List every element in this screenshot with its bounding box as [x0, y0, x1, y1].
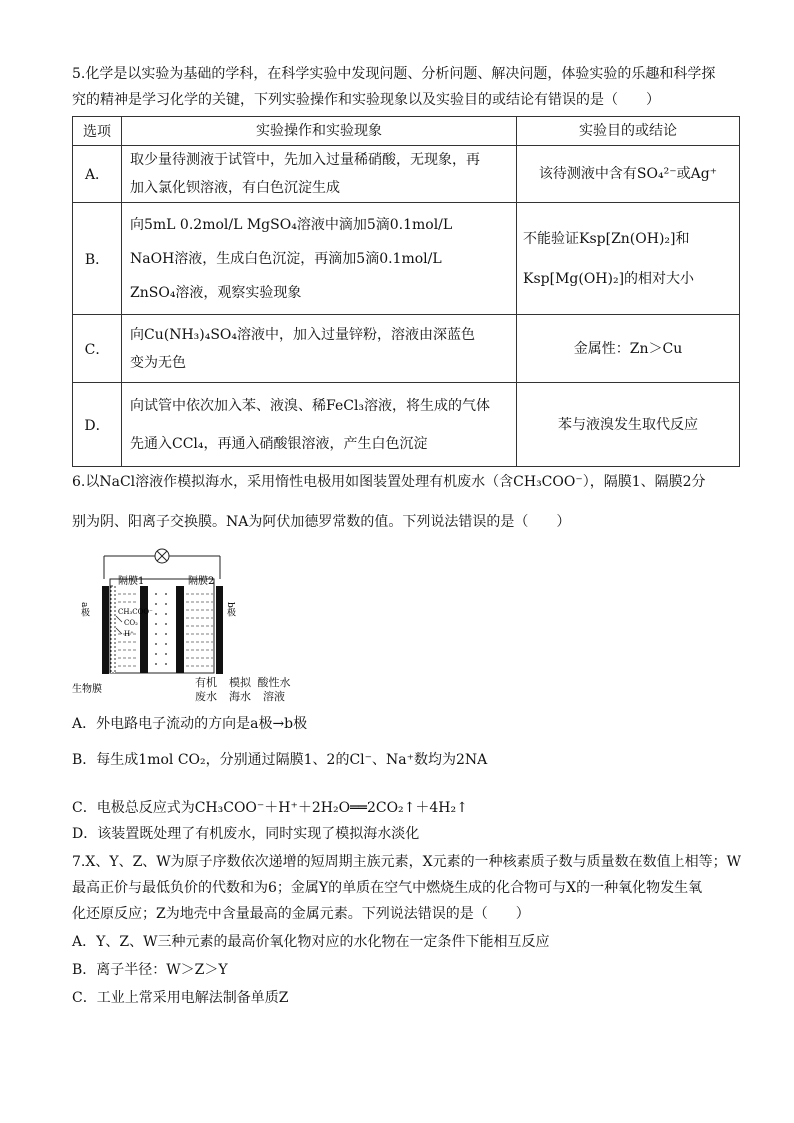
q5-stem-line1: 5.化学是以实验为基础的学科，在科学实验中发现问题、分析问题、解决问题，体验实验的乐趣和科学探 [72, 66, 716, 82]
zone3-text: 酸性水溶液 [257, 676, 291, 703]
op-line: ZnSO₄溶液，观察实验现象 [130, 284, 302, 301]
electrolysis-cell-figure [72, 546, 235, 696]
table-row [73, 146, 740, 203]
q7-stem-line2: 最高正价与最低负价的代数和为6；金属Y的单质在空气中燃烧生成的化合物可与X的一种氧化物发生氧 [72, 880, 703, 896]
op-line: 向Cu(NH₃)₄SO₄溶液中，加入过量锌粉，溶液由深蓝色 [130, 326, 476, 343]
header-operation: 实验操作和实验现象 [122, 117, 517, 146]
species-h: H⁺ [124, 630, 134, 638]
species-co2: CO₂ [124, 619, 138, 627]
q6-option-a: A．外电路电子流动的方向是a极→b极 [72, 716, 308, 732]
conclusion-line: Ksp[Mg(OH)₂]的相对大小 [523, 270, 695, 287]
table-row [73, 315, 740, 383]
q7-stem-line3: 化还原反应；Z为地壳中含量最高的金属元素。下列说法错误的是（ ） [72, 906, 530, 922]
row-option: D． [73, 383, 122, 467]
op-line: 加入氯化钡溶液，有白色沉淀生成 [130, 180, 340, 196]
row-option: B． [73, 203, 122, 315]
conclusion-line: 不能验证Ksp[Zn(OH)₂]和 [523, 230, 690, 247]
zone1-text: 有机废水 [195, 676, 217, 703]
species-acetate: CH₃COO⁻ [118, 608, 153, 616]
op-line: 向试管中依次加入苯、液溴、稀FeCl₃溶液，将生成的气体 [130, 397, 491, 414]
op-line: NaOH溶液，生成白色沉淀，再滴加5滴0.1mol/L [130, 250, 442, 267]
op-line: 先通入CCl₄，再通入硝酸银溶液，产生白色沉淀 [130, 435, 428, 452]
row-operation [122, 315, 517, 383]
membrane2-label: 隔膜2 [188, 576, 215, 587]
electrode-b [216, 586, 223, 674]
row-option: A． [73, 146, 122, 203]
q6-stem-line1: 6.以NaCl溶液作模拟海水，采用惰性电极用如图装置处理有机废水（含CH₃COO⁻），隔膜1、隔膜2分 [72, 474, 706, 490]
zone2-text: 模拟海水 [229, 676, 251, 703]
q6-stem-line2: 别为阴、阳离子交换膜。NA为阿伏加德罗常数的值。下列说法错误的是（ ） [72, 514, 571, 530]
q7-option-a: A．Y、Z、W三种元素的最高价氧化物对应的水化物在一定条件下能相互反应 [72, 934, 550, 950]
electrode-a-label: a极 [79, 602, 89, 617]
row-conclusion: 该待测液中含有SO₄²⁻或Ag⁺ [517, 146, 740, 203]
row-operation [122, 203, 517, 315]
q7-option-c: C．工业上常采用电解法制备单质Z [72, 990, 289, 1006]
q5-table [72, 116, 740, 467]
electrode-b-label: b极 [225, 602, 235, 617]
op-line: 取少量待测液于试管中，先加入过量稀硝酸，无现象，再 [130, 152, 480, 168]
op-line: 变为无色 [130, 354, 186, 371]
zone2-label [222, 676, 258, 704]
table-row [73, 383, 740, 467]
q7-option-b: B．离子半径：W＞Z＞Y [72, 962, 228, 978]
header-conclusion: 实验目的或结论 [517, 117, 740, 146]
membrane1-label: 隔膜1 [118, 576, 145, 587]
q5-stem-line2: 究的精神是学习化学的关键，下列实验操作和实验现象以及实验目的或结论有错误的是（ ） [72, 92, 660, 108]
row-operation [122, 146, 517, 203]
biofilm-label: 生物膜 [72, 684, 102, 695]
row-conclusion: 苯与液溴发生取代反应 [517, 383, 740, 467]
zone1-label [188, 676, 224, 704]
q6-option-c: C．电极总反应式为CH₃COO⁻＋H⁺＋2H₂O══2CO₂↑＋4H₂↑ [72, 800, 468, 816]
row-conclusion: 金属性：Zn＞Cu [517, 315, 740, 383]
q7-stem-line1: 7.X、Y、Z、W为原子序数依次递增的短周期主族元素，X元素的一种核素质子数与质量数在数值上相等；W [72, 854, 742, 870]
q6-option-d: D．该装置既处理了有机废水，同时实现了模拟海水淡化 [72, 826, 420, 842]
electrode-a [102, 586, 109, 674]
table-header-row [73, 117, 740, 146]
table-row [73, 203, 740, 315]
op-line: 向5mL 0.2mol/L MgSO₄溶液中滴加5滴0.1mol/L [130, 216, 453, 233]
row-operation [122, 383, 517, 467]
row-conclusion [517, 203, 740, 315]
q6-option-b: B．每生成1mol CO₂，分别通过隔膜1、2的Cl⁻、Na⁺数均为2NA [72, 752, 488, 768]
row-option: C． [73, 315, 122, 383]
membrane-1 [140, 586, 148, 673]
zone3-label [254, 676, 294, 704]
header-option: 选项 [73, 117, 122, 146]
membrane-2 [176, 586, 184, 673]
